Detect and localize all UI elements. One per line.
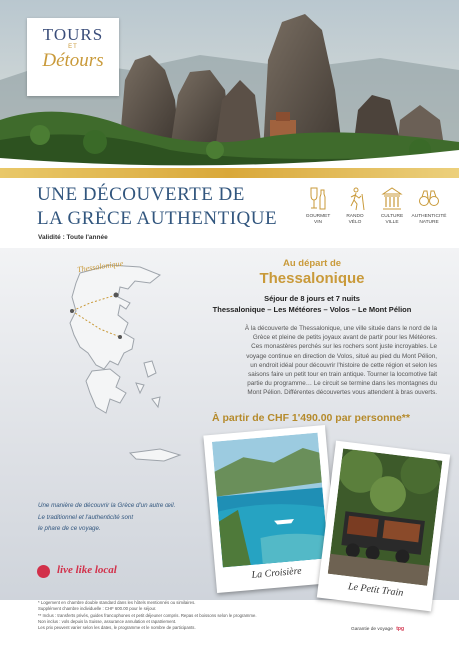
train-photo-image xyxy=(328,449,443,586)
category-label-2: NATURE xyxy=(419,220,439,225)
page-title xyxy=(37,183,297,231)
category-label-2: VÉLO xyxy=(348,220,362,225)
photo-caption: Le Petit Train xyxy=(347,581,404,599)
footnote-line: ** Inclus : transferts privés, guides francophones et petit déjeuner compris. Repas et boissons selon le programme. xyxy=(38,612,257,618)
description-line: Mont Pélion. Différentes découvertes vous attendent à bras ouverts. xyxy=(247,389,437,397)
guarantee-text: Garantie de voyage xyxy=(351,627,393,632)
slogan xyxy=(38,500,188,535)
title-line-1: UNE DÉCOUVERTE DE xyxy=(37,184,245,205)
footnotes xyxy=(38,600,288,631)
category-gourmet xyxy=(300,186,336,226)
slogan-line: le phare de ce voyage. xyxy=(38,525,101,532)
category-culture xyxy=(374,186,410,226)
logo-et-text: ET xyxy=(68,44,78,50)
title-line-2: LA GRÈCE AUTHENTIQUE xyxy=(37,208,278,229)
category-icons xyxy=(300,186,450,234)
live-like-local-mark-icon xyxy=(37,565,50,578)
category-label-1: CULTURE xyxy=(380,214,404,219)
map-city-label: Thessalonique xyxy=(76,258,124,275)
departure-prefix: Au départ de xyxy=(282,258,342,269)
footnote-line: Non inclus : vols depuis la Suisse, assurance annulation et rapatriement. xyxy=(38,618,177,624)
cruise-photo-image xyxy=(212,433,329,568)
departure-city: Thessalonique xyxy=(259,270,365,287)
photo-caption: La Croisière xyxy=(251,565,303,581)
description-line: Ces monastères perchés sur les rochers sont juste incroyables. Le xyxy=(251,343,437,351)
validity-text: Validité : Toute l'année xyxy=(38,234,108,241)
description-line: saisons faire un petit tour en train antique. Tourner la locomotive fait xyxy=(248,371,437,379)
binoculars-icon xyxy=(418,186,440,212)
slogan-line: Une manière de découvrir la Grèce d'un autre œil. xyxy=(38,502,176,509)
category-rando xyxy=(337,186,373,226)
logo-detours-text: Détours xyxy=(42,50,104,71)
live-like-local-text: live like local xyxy=(57,564,117,576)
gold-divider xyxy=(0,168,459,178)
photo-train xyxy=(317,441,450,612)
tpg-badge-icon: tpg xyxy=(396,626,404,632)
photo-cruise xyxy=(203,425,338,593)
hiking-icon xyxy=(344,186,366,212)
description-line: un endroit idéal pour découvrir l'histoire de cette région et selon les xyxy=(250,361,437,369)
slogan-line: Le traditionnel et l'authenticité sont xyxy=(38,513,134,521)
price-text: À partir de CHF 1'490.00 par personne** xyxy=(212,412,410,424)
route-text: Thessalonique – Les Météores – Volos – Le Mont Pélion xyxy=(212,305,412,314)
description-line: partie du programme… Le circuit se termine dans les montagnes du xyxy=(247,380,437,388)
stay-duration: Séjour de 8 jours et 7 nuits xyxy=(264,294,360,303)
category-authenticite xyxy=(411,186,447,226)
tours-et-detours-logo xyxy=(27,18,119,96)
description-line: Grèce et pleine de petits joyaux avant de partir pour les Météores. xyxy=(252,334,437,342)
category-label-1: AUTHENTICITÉ xyxy=(411,214,447,219)
hero-photo xyxy=(0,0,459,172)
description-line: voyage continue en direction de Volos, situé au pied du Mont Pélion, xyxy=(246,352,437,360)
travel-guarantee xyxy=(351,626,404,632)
greece-map xyxy=(40,253,200,478)
trip-description xyxy=(211,324,437,398)
category-label-2: VIN xyxy=(314,220,322,225)
description-line: À la découverte de Thessalonique, une ville située dans le nord de la xyxy=(244,325,437,332)
category-label-1: GOURMET xyxy=(305,214,331,219)
category-label-2: VILLE xyxy=(385,220,399,225)
footnote-line: * Logement en chambre double standard dans les hôtels mentionnés ou similaires. xyxy=(38,600,196,605)
logo-tours-text: TOURS xyxy=(42,25,104,44)
temple-icon xyxy=(381,186,403,212)
footnote-line: Les prix peuvent varier selon les dates, le programme et le nombre de participants. xyxy=(38,625,196,631)
category-label-1: RANDO xyxy=(346,214,364,219)
footnote-line: Supplément chambre individuelle : CHF 600.00 pour le séjour. xyxy=(38,606,157,612)
wine-icon xyxy=(307,186,329,212)
